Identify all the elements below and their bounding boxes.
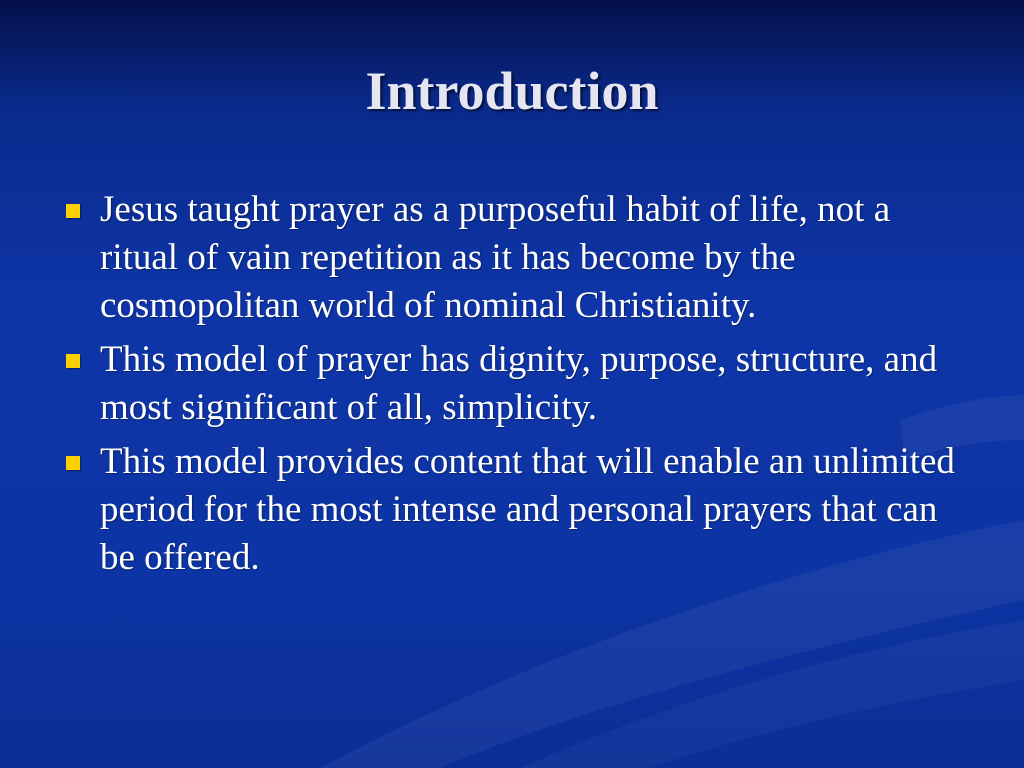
bullet-item xyxy=(62,186,962,330)
slide-title: Introduction xyxy=(365,61,659,121)
bullet-item xyxy=(62,336,962,432)
bullet-text: This model provides content that will enable an unlimited period for the most intense and personal prayers that can be offered. xyxy=(100,441,955,578)
bullet-list xyxy=(62,186,962,588)
bullet-text: Jesus taught prayer as a purposeful habit of life, not a ritual of vain repetition as it has become by the cosmopolitan world of nominal Christianity. xyxy=(100,189,891,326)
square-bullet-icon xyxy=(66,456,80,470)
square-bullet-icon xyxy=(66,354,80,368)
bullet-item xyxy=(62,438,962,582)
square-bullet-icon xyxy=(66,204,80,218)
bullet-text: This model of prayer has dignity, purpose, structure, and most significant of all, simplicity. xyxy=(100,339,938,428)
